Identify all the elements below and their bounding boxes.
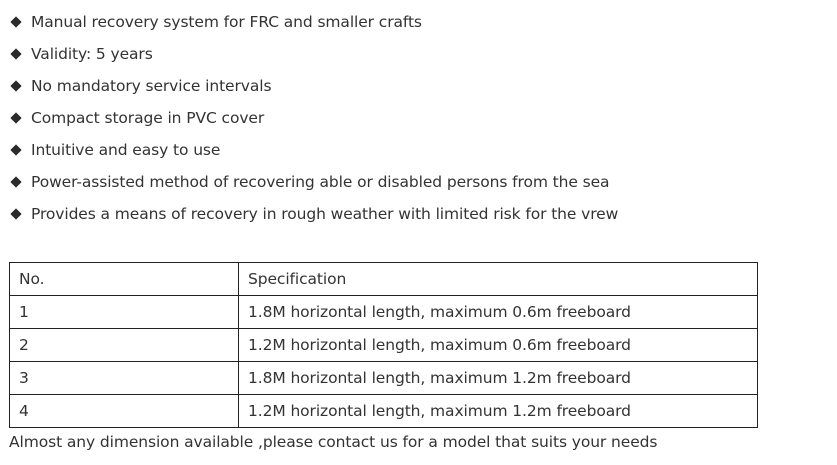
diamond-bullet-icon [10, 48, 21, 59]
row-number: 1 [10, 296, 239, 329]
availability-note: Almost any dimension available ,please contact us for a model that suits your needs [9, 433, 658, 451]
diamond-bullet-icon [10, 16, 21, 27]
table-row [10, 296, 758, 329]
feature-item [10, 166, 618, 198]
feature-item [10, 134, 618, 166]
feature-text: No mandatory service intervals [31, 77, 272, 95]
row-specification: 1.8M horizontal length, maximum 0.6m freeboard [239, 296, 758, 329]
diamond-bullet-icon [10, 80, 21, 91]
row-specification: 1.8M horizontal length, maximum 1.2m freeboard [239, 362, 758, 395]
feature-item [10, 38, 618, 70]
header-no: No. [10, 263, 239, 296]
feature-text: Compact storage in PVC cover [31, 109, 265, 127]
diamond-bullet-icon [10, 144, 21, 155]
diamond-bullet-icon [10, 112, 21, 123]
feature-item [10, 102, 618, 134]
table-row [10, 395, 758, 428]
feature-item [10, 6, 618, 38]
specification-table [9, 262, 758, 428]
row-number: 3 [10, 362, 239, 395]
row-specification: 1.2M horizontal length, maximum 1.2m freeboard [239, 395, 758, 428]
feature-text: Manual recovery system for FRC and smaller crafts [31, 13, 422, 31]
feature-text: Validity: 5 years [31, 45, 153, 63]
feature-text: Intuitive and easy to use [31, 141, 221, 159]
feature-list [10, 6, 618, 230]
row-number: 4 [10, 395, 239, 428]
row-specification: 1.2M horizontal length, maximum 0.6m freeboard [239, 329, 758, 362]
table-row [10, 329, 758, 362]
table-row [10, 362, 758, 395]
diamond-bullet-icon [10, 176, 21, 187]
feature-text: Power-assisted method of recovering able or disabled persons from the sea [31, 173, 610, 191]
header-specification: Specification [239, 263, 758, 296]
feature-text: Provides a means of recovery in rough weather with limited risk for the vrew [31, 205, 619, 223]
row-number: 2 [10, 329, 239, 362]
feature-item [10, 70, 618, 102]
diamond-bullet-icon [10, 208, 21, 219]
feature-item [10, 198, 618, 230]
table-header-row [10, 263, 758, 296]
